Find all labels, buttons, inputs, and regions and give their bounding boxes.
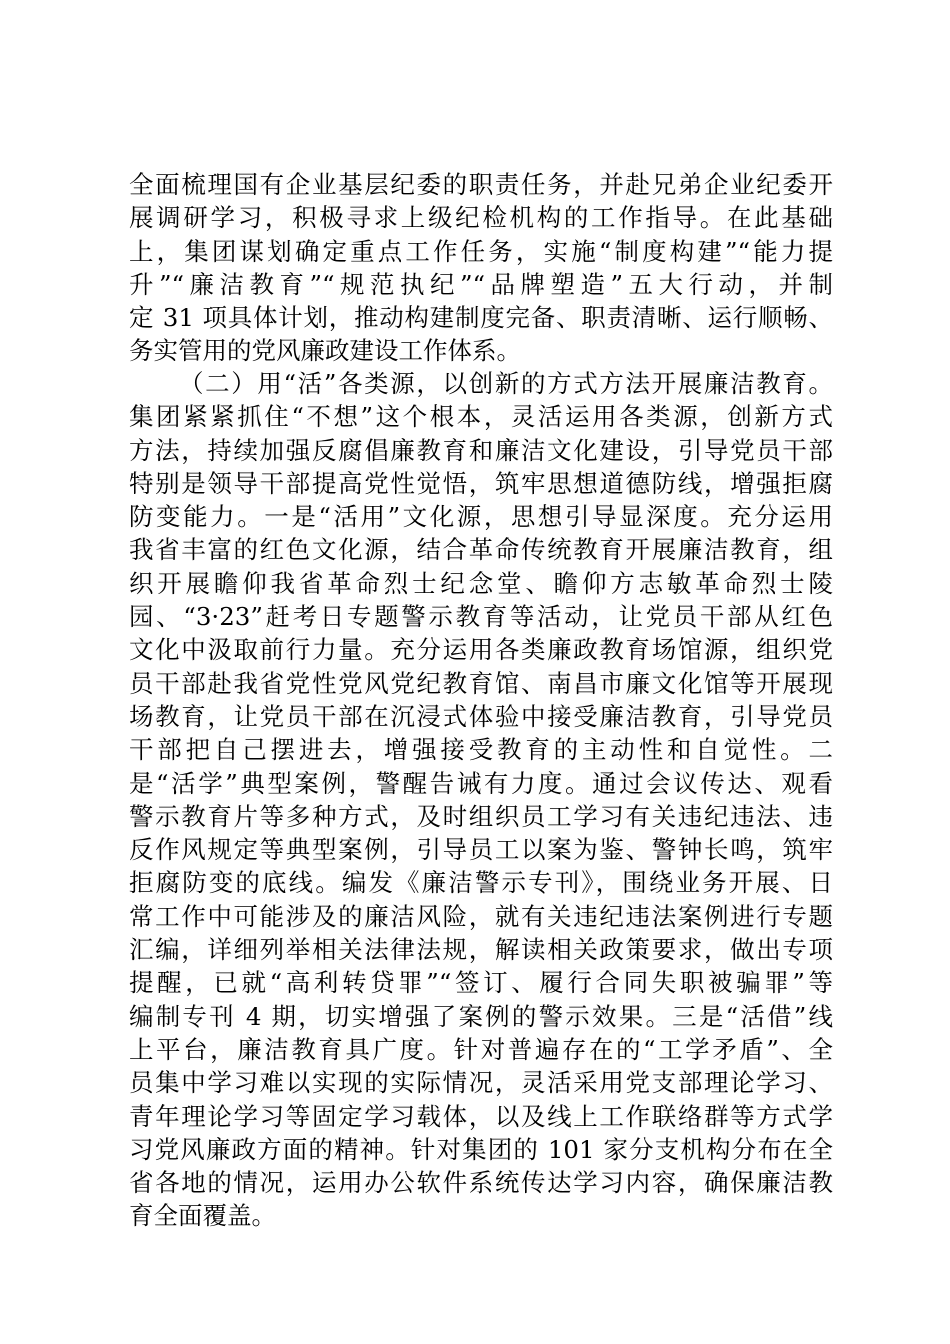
text-line: 上，集团谋划确定重点工作任务，实施“制度构建”“能力提 <box>129 236 833 266</box>
text-line: 特别是领导干部提高党性觉悟，筑牢思想道德防线，增强拒腐 <box>129 468 833 498</box>
text-line: 织开展瞻仰我省革命烈士纪念堂、瞻仰方志敏革命烈士陵 <box>129 568 833 598</box>
text-line: 员干部赴我省党性党风党纪教育馆、南昌市廉文化馆等开展现 <box>129 668 833 698</box>
paragraph-2 <box>129 367 833 1233</box>
text-line: 上平台，廉洁教育具广度。针对普遍存在的“工学矛盾”、全 <box>129 1034 833 1064</box>
paragraph-1 <box>129 168 833 368</box>
text-line: 习党风廉政方面的精神。针对集团的 101 家分支机构分布在全 <box>129 1134 833 1164</box>
text-line: 育全面覆盖。 <box>129 1201 276 1231</box>
text-line: 警示教育片等多种方式，及时组织员工学习有关违纪违法、违 <box>129 801 833 831</box>
text-line: 常工作中可能涉及的廉洁风险，就有关违纪违法案例进行专题 <box>129 901 833 931</box>
text-line: 干部把自己摆进去，增强接受教育的主动性和自觉性。二 <box>129 735 833 765</box>
text-line: 是“活学”典型案例，警醒告诫有力度。通过会议传达、观看 <box>129 768 833 798</box>
text-line: 汇编，详细列举相关法律法规，解读相关政策要求，做出专项 <box>129 935 833 965</box>
text-line: 务实管用的党风廉政建设工作体系。 <box>129 336 521 366</box>
text-line: 员集中学习难以实现的实际情况，灵活采用党支部理论学习、 <box>129 1068 833 1098</box>
text-line: 园、“3·23”赶考日专题警示教育等活动，让党员干部从红色 <box>129 602 833 632</box>
text-line: 全面梳理国有企业基层纪委的职责任务，并赴兄弟企业纪委开 <box>129 170 833 199</box>
text-line: 防变能力。一是“活用”文化源，思想引导显深度。充分运用 <box>129 502 833 532</box>
text-line: 青年理论学习等固定学习载体，以及线上工作联络群等方式学 <box>129 1101 833 1131</box>
text-line: 省各地的情况，运用办公软件系统传达学习内容，确保廉洁教 <box>129 1168 833 1198</box>
text-line: 集团紧紧抓住“不想”这个根本，灵活运用各类源，创新方式 <box>129 402 833 432</box>
text-line: 编制专刊 4 期，切实增强了案例的警示效果。三是“活借”线 <box>129 1001 833 1031</box>
text-line: 展调研学习，积极寻求上级纪检机构的工作指导。在此基础 <box>129 203 833 233</box>
text-line: 场教育，让党员干部在沉浸式体验中接受廉洁教育，引导党员 <box>129 701 833 731</box>
text-line: 反作风规定等典型案例，引导员工以案为鉴、警钟长鸣，筑牢 <box>129 835 833 865</box>
text-line: 方法，持续加强反腐倡廉教育和廉洁文化建设，引导党员干部 <box>129 435 833 465</box>
text-line: 提醒，已就“高利转贷罪”“签订、履行合同失职被骗罪”等 <box>129 968 833 998</box>
section-heading-line: （二）用“活”各类源，以创新的方式方法开展廉洁教育。 <box>179 369 833 398</box>
text-line: 文化中汲取前行力量。充分运用各类廉政教育场馆源，组织党 <box>129 635 833 665</box>
text-line: 拒腐防变的底线。编发《廉洁警示专刊》，围绕业务开展、日 <box>129 868 833 898</box>
text-line: 我省丰富的红色文化源，结合革命传统教育开展廉洁教育，组 <box>129 535 833 565</box>
text-line: 升”“廉洁教育”“规范执纪”“品牌塑造”五大行动，并制 <box>129 269 833 299</box>
text-line: 定 31 项具体计划，推动构建制度完备、职责清晰、运行顺畅、 <box>129 303 833 333</box>
